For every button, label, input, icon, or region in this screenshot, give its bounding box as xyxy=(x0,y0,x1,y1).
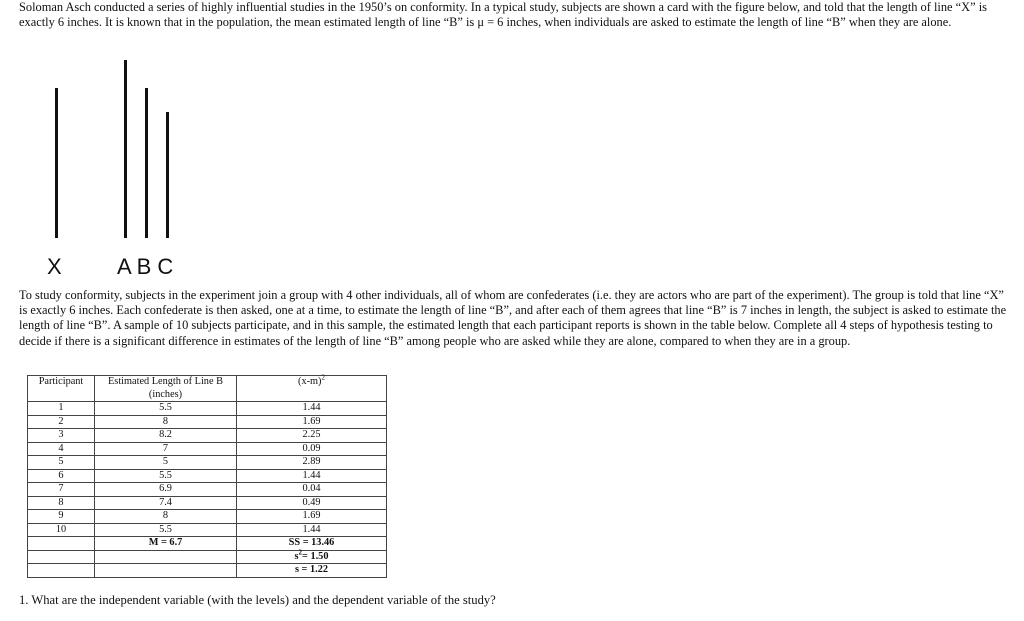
cell-deviation: 2.89 xyxy=(237,456,387,470)
label-abc: A B C xyxy=(117,254,174,279)
line-a xyxy=(124,60,127,238)
line-b xyxy=(145,88,148,238)
variance-number: = 1.50 xyxy=(302,550,329,562)
cell-estimate: 5.5 xyxy=(95,469,237,483)
cell-participant: 5 xyxy=(28,456,95,470)
cell-participant: 8 xyxy=(28,496,95,510)
table-row xyxy=(28,496,387,510)
sd-value: s = 1.22 xyxy=(237,564,387,578)
cell-estimate: 8 xyxy=(95,510,237,524)
cell-participant: 4 xyxy=(28,442,95,456)
header-estimated-length: Estimated Length of Line B (inches) xyxy=(95,376,237,402)
summary-row-sd xyxy=(28,564,387,578)
header-deviation-squared xyxy=(237,373,387,402)
cell-deviation: 2.25 xyxy=(237,429,387,443)
variance-value xyxy=(237,550,387,564)
cell-participant: 3 xyxy=(28,429,95,443)
cell-deviation: 0.04 xyxy=(237,483,387,497)
table-row xyxy=(28,483,387,497)
header-participant: Participant xyxy=(28,376,95,402)
table-row xyxy=(28,469,387,483)
study-paragraph: To study conformity, subjects in the experiment join a group with 4 other individuals, all of whom are confederates (i.e. they are actors who are part of the experiment). The group is told that line “X” is exactly 6 inches. Each confederate is then asked, one at a time, to estimate the length of line “B”, and after each of them agrees that line “B” is 7 inches in length, the subject is asked to estimate the length of line “B”. A sample of 10 subjects participate, and in this sample, the estimated length that each participant reports is shown in the table below. Complete all 4 steps of hypothesis testing to decide if there is a significant difference in estimates of the length of line “B” among people who are asked while they are alone, compared to when they are in a group. xyxy=(19,288,1007,348)
cell-estimate: 7 xyxy=(95,442,237,456)
header-deviation-sup: 2 xyxy=(321,373,325,382)
data-table xyxy=(27,375,387,578)
cell-estimate: 8.2 xyxy=(95,429,237,443)
summary-row-mean xyxy=(28,537,387,551)
cell-participant: 9 xyxy=(28,510,95,524)
empty-cell xyxy=(28,550,95,564)
table-row xyxy=(28,456,387,470)
table-row xyxy=(28,429,387,443)
empty-cell xyxy=(28,564,95,578)
cell-participant: 7 xyxy=(28,483,95,497)
table-row xyxy=(28,402,387,416)
cell-participant: 2 xyxy=(28,415,95,429)
table-header-row xyxy=(28,376,387,402)
empty-cell xyxy=(28,537,95,551)
cell-deviation: 0.09 xyxy=(237,442,387,456)
table-row xyxy=(28,523,387,537)
cell-estimate: 6.9 xyxy=(95,483,237,497)
cell-deviation: 1.44 xyxy=(237,523,387,537)
cell-estimate: 5 xyxy=(95,456,237,470)
summary-row-variance xyxy=(28,550,387,564)
cell-participant: 6 xyxy=(28,469,95,483)
cell-deviation: 1.69 xyxy=(237,415,387,429)
cell-participant: 1 xyxy=(28,402,95,416)
table-row xyxy=(28,510,387,524)
mean-value: M = 6.7 xyxy=(95,537,237,551)
cell-estimate: 5.5 xyxy=(95,523,237,537)
table-row xyxy=(28,415,387,429)
variance-prefix: s xyxy=(294,550,299,562)
line-x xyxy=(55,88,58,238)
question-1: 1. What are the independent variable (with the levels) and the dependent variable of the study? xyxy=(19,593,496,607)
header-deviation-text: (x-m) xyxy=(298,376,322,387)
intro-paragraph: Soloman Asch conducted a series of highly influential studies in the 1950’s on conformity. In a typical study, subjects are shown a card with the figure below, and told that the length of line “X” is exactly 6 inches. It is known that in the population, the mean estimated length of line “B” is μ = 6 inches, when individuals are asked to estimate the length of line “B” when they are alone. xyxy=(19,0,987,30)
cell-participant: 10 xyxy=(28,523,95,537)
cell-deviation: 1.44 xyxy=(237,402,387,416)
cell-estimate: 5.5 xyxy=(95,402,237,416)
cell-deviation: 1.44 xyxy=(237,469,387,483)
cell-estimate: 8 xyxy=(95,415,237,429)
empty-cell xyxy=(95,550,237,564)
ss-value: SS = 13.46 xyxy=(237,537,387,551)
cell-estimate: 7.4 xyxy=(95,496,237,510)
empty-cell xyxy=(95,564,237,578)
variance-sup: 2 xyxy=(298,548,303,557)
table-row xyxy=(28,442,387,456)
line-c xyxy=(166,112,169,238)
cell-deviation: 0.49 xyxy=(237,496,387,510)
cell-deviation: 1.69 xyxy=(237,510,387,524)
label-x: X xyxy=(47,254,62,279)
